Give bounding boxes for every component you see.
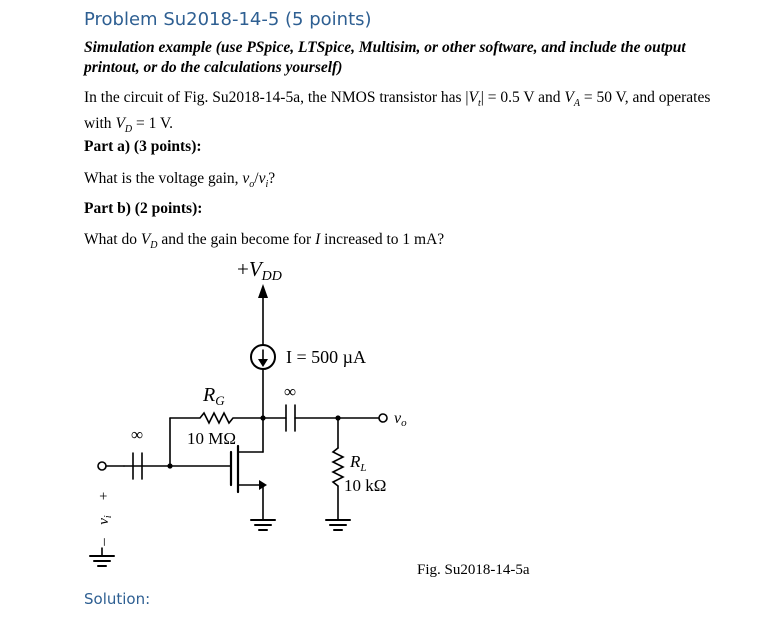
junction-dot-output <box>335 415 340 420</box>
vo-symbol: $v_o$ <box>242 170 255 191</box>
statement-text-4: = 1 V. <box>132 115 174 133</box>
part-b-question: What do $V_D$ and the gain become for I increased to 1 mA? <box>84 231 445 252</box>
rl-label: $R_L$ <box>350 452 367 474</box>
problem-title: Problem Su2018-14-5 (5 points) <box>84 9 372 30</box>
statement-text-1: In the circuit of Fig. Su2018-14-5a, the NMOS transistor has | <box>84 89 469 106</box>
vd-symbol-b: $V_D$ <box>140 231 158 252</box>
current-arrow-icon <box>258 359 268 367</box>
vi-minus-label: – <box>96 538 112 546</box>
part-b-heading: Part b) (2 points): <box>84 200 203 217</box>
statement-text-3: = 50 V, and operates with <box>84 89 711 133</box>
vdd-label: +VDD <box>237 257 282 284</box>
rg-resistor <box>170 413 263 423</box>
figure-caption: Fig. Su2018-14-5a <box>417 562 530 578</box>
vdd-arrow-icon <box>258 284 268 298</box>
vo-terminal <box>379 414 387 422</box>
rl-value: 10 kΩ <box>344 476 387 495</box>
vi-plus-label: + <box>96 491 112 501</box>
vi-terminal <box>98 462 106 470</box>
simulation-instructions: Simulation example (use PSpice, LTSpice, Multisim, or other software, and include the output printout, or do the calculations yourself) <box>84 39 686 76</box>
vt-symbol: $V_t$ <box>468 89 481 110</box>
current-source-label: I = 500 µA <box>286 347 367 367</box>
vo-label: vo <box>394 410 407 429</box>
vd-symbol: $V_D$ <box>115 115 133 136</box>
vi-symbol: $v_i$ <box>258 170 269 191</box>
junction-dot-gate <box>167 463 172 468</box>
solution-label: Solution: <box>84 590 151 608</box>
junction-dot-drain <box>260 415 265 420</box>
part-a-heading: Part a) (3 points): <box>84 138 202 155</box>
rl-resistor <box>333 448 343 486</box>
va-symbol: $V_A$ <box>564 89 580 110</box>
part-a-question: What is the voltage gain, $v_o/v_i$? <box>84 170 276 191</box>
infinity-left-label: ∞ <box>131 425 144 444</box>
rg-value: 10 MΩ <box>187 429 236 448</box>
vi-label: $v_i$ <box>96 515 114 525</box>
rg-label: $R_G$ <box>203 384 225 408</box>
statement-text-2: | = 0.5 V and <box>480 89 565 106</box>
current-symbol: I <box>315 231 321 248</box>
infinity-top-label: ∞ <box>284 382 297 401</box>
